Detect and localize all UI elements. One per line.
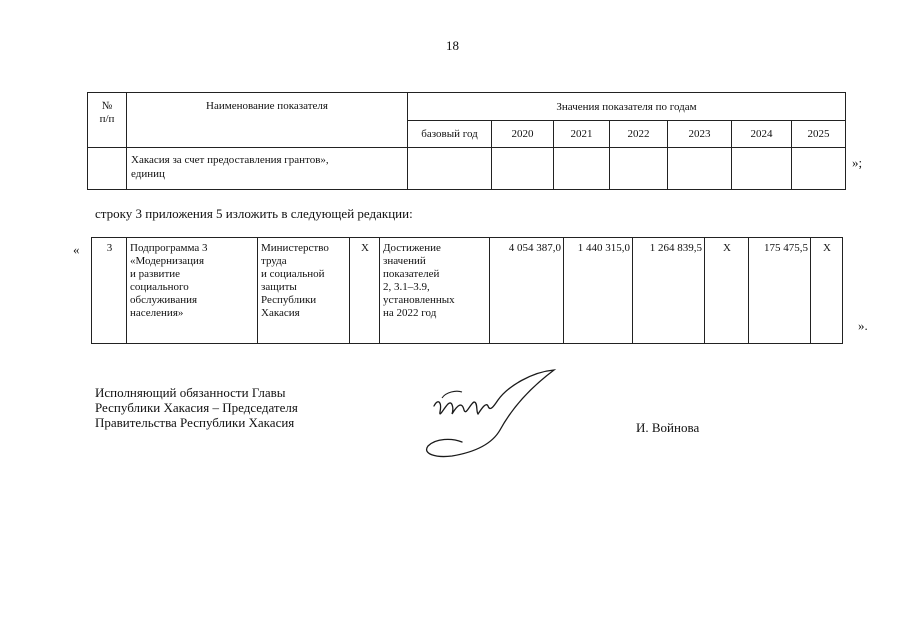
closing-quote: »;	[852, 155, 863, 170]
executor: Министерство труда и социальной защиты Республики Хакасия	[258, 238, 350, 344]
amount-cell: 1 264 839,5	[633, 238, 705, 344]
signatory-name: И. Войнова	[636, 420, 700, 435]
table-cell	[610, 148, 668, 190]
year-header: 2021	[554, 121, 610, 148]
closing-quote: ».	[858, 318, 868, 333]
year-header: 2022	[610, 121, 668, 148]
signatory-title: Исполняющий обязанности Главы Республики Хакасия – Председателя Правительства Республики Хакасия	[95, 385, 298, 430]
table-cell	[88, 148, 127, 190]
instruction-text: строку 3 приложения 5 изложить в следующей редакции:	[95, 206, 413, 221]
year-header: 2023	[668, 121, 732, 148]
subprogram-name: Подпрограмма 3 «Модернизация и развитие социального обслуживания населения»	[127, 238, 258, 344]
indicator-name: Хакасия за счет предоставления грантов», единиц	[127, 148, 408, 190]
table-cell	[554, 148, 610, 190]
table-cell: Х	[811, 238, 843, 344]
table-row	[92, 238, 843, 344]
col-header-name: Наименование показателя	[127, 93, 408, 148]
handwritten-signature	[412, 368, 562, 468]
table-cell	[792, 148, 846, 190]
table-cell: Х	[705, 238, 749, 344]
table-cell	[668, 148, 732, 190]
table-cell	[408, 148, 492, 190]
subprogram-table	[91, 237, 843, 344]
amount-cell: 1 440 315,0	[564, 238, 633, 344]
year-header: 2024	[732, 121, 792, 148]
indicator-table	[87, 92, 846, 190]
year-header: базовый год	[408, 121, 492, 148]
col-header-num: № п/п	[88, 93, 127, 148]
table-cell	[732, 148, 792, 190]
table-cell: Х	[350, 238, 380, 344]
row-number: 3	[92, 238, 127, 344]
col-header-values: Значения показателя по годам	[408, 93, 846, 121]
goal-text: Достижение значений показателей 2, 3.1–3.9, установленных на 2022 год	[380, 238, 490, 344]
table-row	[88, 148, 846, 190]
year-header: 2025	[792, 121, 846, 148]
year-header: 2020	[492, 121, 554, 148]
opening-quote: «	[73, 242, 80, 257]
amount-cell: 175 475,5	[749, 238, 811, 344]
amount-cell: 4 054 387,0	[490, 238, 564, 344]
page-number: 18	[446, 38, 459, 53]
table-cell	[492, 148, 554, 190]
